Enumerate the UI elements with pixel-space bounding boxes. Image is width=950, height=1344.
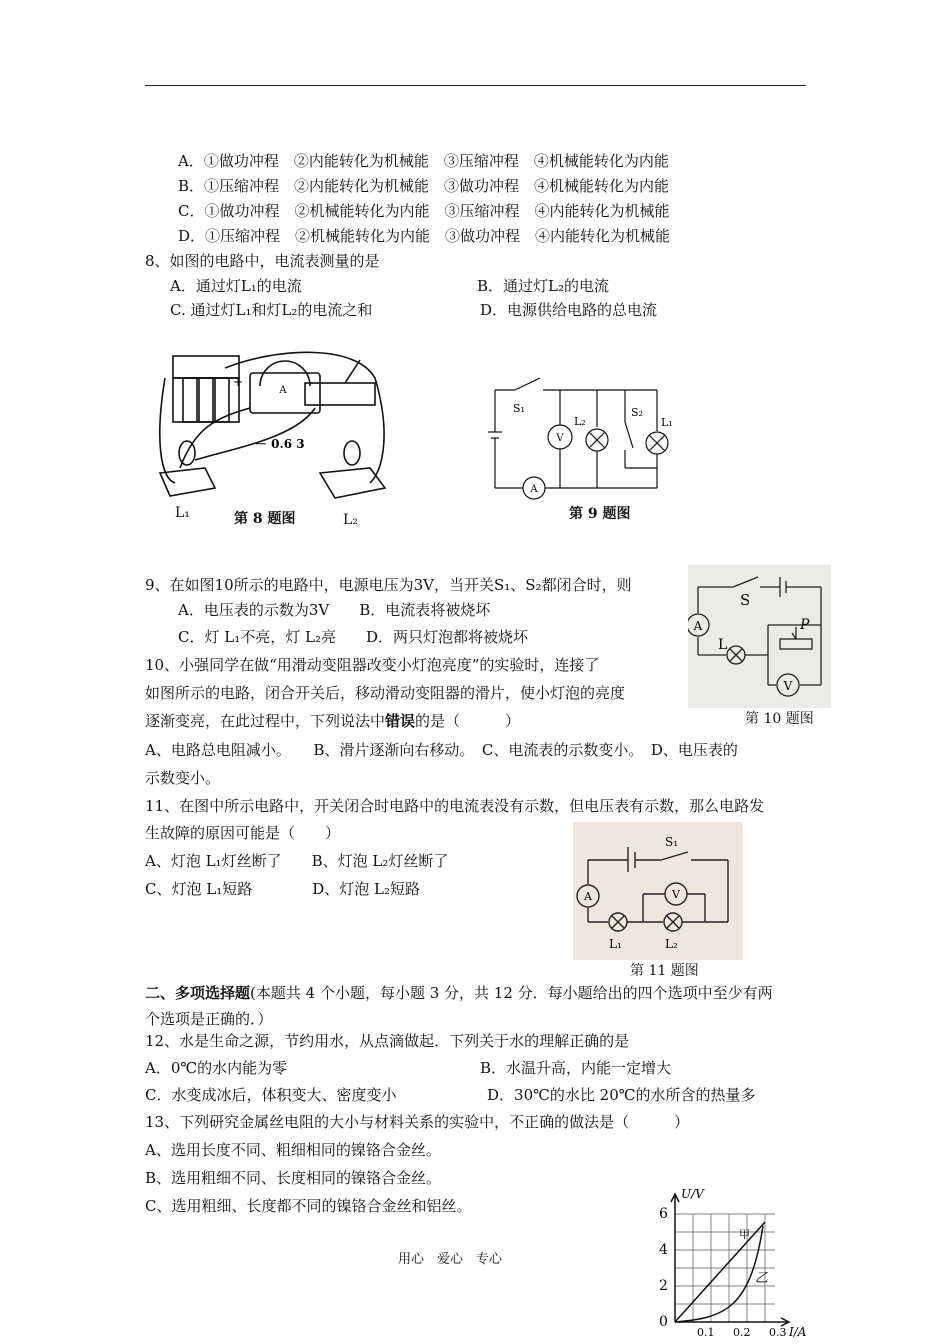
text-line-q7d: D．①压缩冲程 ②机械能转化为内能 ③做功冲程 ④内能转化为机械能 bbox=[178, 227, 671, 245]
fig8-ammeter-label: A bbox=[279, 385, 287, 396]
fig8-caption: 第 8 题图 bbox=[234, 511, 296, 527]
text-line-sec2c: 个选项是正确的．） bbox=[145, 1010, 273, 1028]
fig11-voltmeter: V bbox=[672, 888, 680, 901]
fig11-l2-label: L₂ bbox=[665, 937, 678, 951]
text-line-q10_1: 10、小强同学在做“用滑动变阻器改变小灯泡亮度”的实验时，连接了 bbox=[145, 656, 600, 674]
text-line-q9ab: A．电压表的示数为3V B．电流表将被烧坏 bbox=[178, 601, 491, 619]
fig9-s1-label: S₁ bbox=[513, 402, 525, 415]
header-rule bbox=[145, 85, 806, 86]
text-line-q13b: B、选用粗细不同、长度相同的镍铬合金丝。 bbox=[145, 1169, 442, 1187]
text-line-q7a: A．①做功冲程 ②内能转化为机械能 ③压缩冲程 ④机械能转化为内能 bbox=[178, 152, 669, 170]
text-line-q8d: D．电源供给电路的总电流 bbox=[480, 301, 658, 319]
q10-text: 逐渐变亮，在此过程中，下列说法中 bbox=[145, 712, 386, 730]
graph-xtick-02: 0.2 bbox=[733, 1326, 751, 1339]
text-line-q8: 8、如图的电路中，电流表测量的是 bbox=[145, 252, 380, 270]
text-line-q10_5: 示数变小。 bbox=[145, 769, 221, 787]
text-line-q8c: C. 通过灯L₁和灯L₂的电流之和 bbox=[170, 301, 373, 319]
graph-ytick-6: 6 bbox=[659, 1206, 668, 1222]
text-line-q10_4: A、电路总电阻减小。 B、滑片逐渐向右移动。 C、电流表的示数变小。 D、电压表的 bbox=[145, 741, 738, 759]
fig11-l1-label: L₁ bbox=[609, 937, 622, 951]
graph-x-label: I/A bbox=[789, 1325, 807, 1339]
fig9-ammeter: A bbox=[530, 484, 538, 495]
text-line-q12c: C．水变成冰后，体积变大、密度变小 bbox=[145, 1086, 397, 1104]
fig9-caption: 第 9 题图 bbox=[569, 506, 631, 522]
fig11-caption: 第 11 题图 bbox=[630, 963, 699, 979]
section-2-title: 二、多项选择题 bbox=[145, 984, 251, 1002]
text-line-q11cd: C、灯泡 L₁短路 D、灯泡 L₂短路 bbox=[145, 880, 420, 898]
fig8-plus-sign: + bbox=[233, 375, 244, 389]
fig9-l1-label: L₁ bbox=[661, 416, 673, 429]
fig9-voltmeter: V bbox=[556, 433, 564, 444]
figure-8-physical-circuit bbox=[155, 348, 395, 503]
q10-emphasis: 错误 bbox=[385, 712, 416, 730]
graph-xtick-03: 0.3 bbox=[769, 1326, 787, 1339]
u-i-graph bbox=[655, 1184, 815, 1344]
text-line-q11ab: A、灯泡 L₁灯丝断了 B、灯泡 L₂灯丝断了 bbox=[145, 852, 449, 870]
text-line-q13c: C、选用粗细、长度都不同的镍铬合金丝和铝丝。 bbox=[145, 1197, 472, 1215]
q10-line-3 bbox=[145, 711, 520, 731]
fig9-l2-label: L₂ bbox=[574, 415, 586, 428]
graph-ytick-2: 2 bbox=[659, 1278, 668, 1294]
figure-11-circuit bbox=[573, 822, 743, 960]
text-line-q9cd: C．灯 L₁不亮，灯 L₂亮 D．两只灯泡都将被烧坏 bbox=[178, 628, 528, 646]
graph-series-yi: 乙 bbox=[755, 1271, 769, 1286]
section-2-heading bbox=[145, 983, 773, 1003]
text-line-q12: 12、水是生命之源，节约用水，从点滴做起．下列关于水的理解正确的是 bbox=[145, 1032, 630, 1050]
text-line-q10_2: 如图所示的电路，闭合开关后，移动滑动变阻器的滑片，使小灯泡的亮度 bbox=[145, 684, 626, 702]
fig10-voltmeter: V bbox=[783, 679, 793, 693]
fig11-ammeter: A bbox=[584, 890, 592, 903]
figure-10-circuit bbox=[688, 565, 831, 708]
text-line-q8a: A．通过灯L₁的电流 bbox=[170, 277, 302, 295]
text-line-q7b: B．①压缩冲程 ②内能转化为机械能 ③做功冲程 ④机械能转化为内能 bbox=[178, 177, 670, 195]
fig9-s2-label: S₂ bbox=[631, 406, 643, 419]
text-line-q8b: B．通过灯L₂的电流 bbox=[477, 277, 609, 295]
fig10-slider-label: P bbox=[800, 617, 810, 633]
fig8-terminal-scale: － 0.6 3 bbox=[255, 437, 305, 451]
graph-y-label: U/V bbox=[681, 1187, 704, 1201]
figure-9-circuit bbox=[485, 370, 685, 505]
page-footer: 用心 爱心 专心 bbox=[398, 1252, 503, 1267]
section-2-desc: (本题共 4 个小题，每小题 3 分，共 12 分．每小题给出的四个选项中至少有两 bbox=[250, 984, 773, 1002]
text-line-q11_2: 生故障的原因可能是（ ） bbox=[145, 824, 341, 842]
text-line-q12d: D．30℃的水比 20℃的水所含的热量多 bbox=[487, 1086, 756, 1104]
fig8-l2-label: L₂ bbox=[343, 512, 358, 528]
text-line-q9: 9、在如图10所示的电路中，电源电压为3V，当开关S₁、S₂都闭合时，则 bbox=[145, 576, 632, 594]
fig10-caption: 第 10 题图 bbox=[745, 711, 814, 727]
text-line-q13: 13、下列研究金属丝电阻的大小与材料关系的实验中，不正确的做法是（ ） bbox=[145, 1113, 690, 1131]
graph-xtick-01: 0.1 bbox=[697, 1326, 715, 1339]
fig8-l1-label: L₁ bbox=[175, 505, 190, 521]
text-line-q12b: B．水温升高，内能一定增大 bbox=[480, 1059, 672, 1077]
q10-text-end: 的是（ ） bbox=[415, 712, 521, 730]
text-line-q7c: C．①做功冲程 ②机械能转化为内能 ③压缩冲程 ④内能转化为机械能 bbox=[178, 202, 670, 220]
graph-ytick-4: 4 bbox=[659, 1242, 668, 1258]
fig11-s1-label: S₁ bbox=[665, 835, 679, 849]
graph-ytick-0: 0 bbox=[659, 1314, 668, 1330]
text-line-q12a: A．0℃的水内能为零 bbox=[145, 1059, 288, 1077]
fig10-switch-label: S bbox=[740, 591, 751, 609]
fig10-lamp-label: L bbox=[718, 637, 728, 653]
fig10-ammeter: A bbox=[693, 619, 703, 633]
graph-series-jia: 甲 bbox=[739, 1228, 750, 1241]
text-line-q11_1: 11、在图中所示电路中，开关闭合时电路中的电流表没有示数，但电压表有示数，那么电路发 bbox=[145, 797, 765, 815]
text-line-q13a: A、选用长度不同、粗细相同的镍铬合金丝。 bbox=[145, 1141, 441, 1159]
